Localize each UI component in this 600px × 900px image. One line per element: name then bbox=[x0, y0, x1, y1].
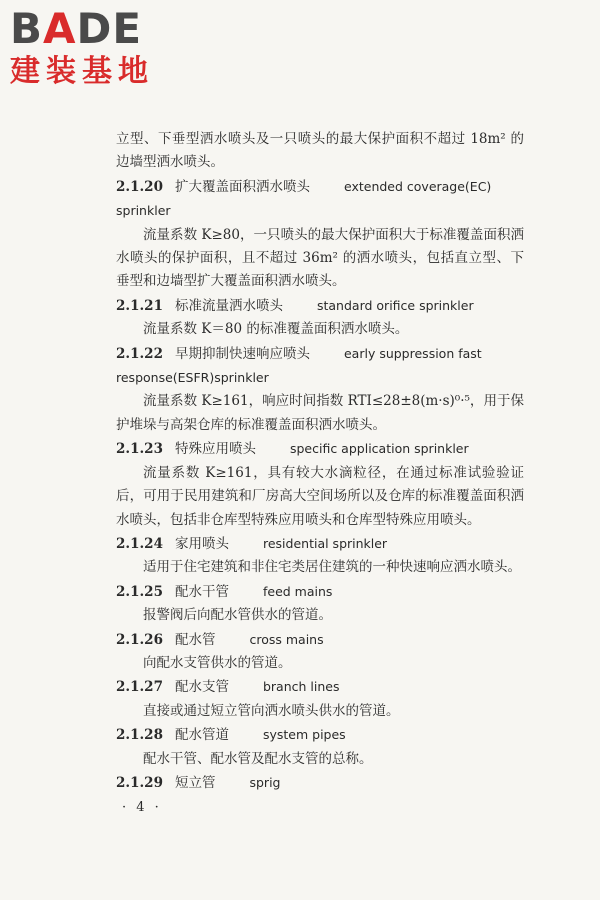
term-definition: 向配水支管供水的管道。 bbox=[143, 654, 292, 671]
term-number: 2.1.21 bbox=[116, 297, 163, 314]
term-chinese: 配水管道 bbox=[174, 727, 229, 744]
term-english: residential sprinkler bbox=[262, 535, 388, 551]
term-english: extended coverage(EC) sprinkler bbox=[116, 178, 492, 219]
term-number: 2.1.23 bbox=[116, 441, 163, 458]
term-english: feed mains bbox=[262, 583, 333, 599]
term-chinese: 配水支管 bbox=[174, 679, 229, 696]
term-definition: 适用于住宅建筑和非住宅类居住建筑的一种快速响应洒水喷头。 bbox=[143, 559, 521, 576]
term-number: 2.1.26 bbox=[116, 631, 163, 648]
term-heading bbox=[116, 342, 524, 391]
term-number: 2.1.29 bbox=[116, 774, 163, 791]
term-chinese: 短立管 bbox=[174, 774, 216, 791]
term-number: 2.1.27 bbox=[116, 679, 163, 696]
term-heading bbox=[116, 580, 524, 604]
term-heading bbox=[116, 175, 524, 224]
term-english: early suppression fast response(ESFR)sprinkler bbox=[116, 345, 482, 386]
term-heading bbox=[116, 532, 524, 556]
term-chinese: 早期抑制快速响应喷头 bbox=[174, 345, 310, 362]
page-number: · 4 · bbox=[122, 800, 162, 815]
term-definition: 流量系数 K≥161，响应时间指数 RTI≤28±8(m·s)⁰·⁵，用于保护堆垛与高架仓库的标准覆盖面积洒水喷头。 bbox=[116, 393, 524, 433]
term-number: 2.1.24 bbox=[116, 535, 163, 552]
term-number: 2.1.25 bbox=[116, 583, 163, 600]
term-chinese: 配水干管 bbox=[174, 583, 229, 600]
intro-paragraph: 立型、下垂型洒水喷头及一只喷头的最大保护面积不超过 18m² 的边墙型洒水喷头。 bbox=[116, 131, 524, 171]
term-heading bbox=[116, 723, 524, 747]
document-body bbox=[116, 128, 524, 795]
term-heading bbox=[116, 675, 524, 699]
term-chinese: 标准流量洒水喷头 bbox=[174, 297, 283, 314]
term-definition: 直接或通过短立管向洒水喷头供水的管道。 bbox=[143, 702, 400, 719]
term-english: sprig bbox=[249, 774, 281, 790]
bade-logo bbox=[10, 6, 190, 96]
logo-word: BADE bbox=[10, 4, 143, 53]
term-list bbox=[116, 175, 524, 796]
term-chinese: 特殊应用喷头 bbox=[174, 441, 256, 458]
term-heading bbox=[116, 294, 524, 318]
term-english: cross mains bbox=[249, 631, 324, 647]
term-english: specific application sprinkler bbox=[289, 441, 469, 457]
logo-subtitle: 建装基地 bbox=[10, 54, 154, 89]
term-english: branch lines bbox=[262, 679, 340, 695]
term-english: standard orifice sprinkler bbox=[316, 297, 474, 313]
term-heading bbox=[116, 771, 524, 795]
term-definition: 流量系数 K＝80 的标准覆盖面积洒水喷头。 bbox=[143, 321, 409, 338]
term-chinese: 扩大覆盖面积洒水喷头 bbox=[174, 178, 310, 195]
term-heading bbox=[116, 628, 524, 652]
term-definition: 配水干管、配水管及配水支管的总称。 bbox=[143, 750, 373, 767]
term-chinese: 配水管 bbox=[174, 631, 216, 648]
term-definition: 流量系数 K≥80，一只喷头的最大保护面积大于标准覆盖面积洒水喷头的保护面积，且不超过 36m² 的洒水喷头，包括直立型、下垂型和边墙型扩大覆盖面积洒水喷头。 bbox=[116, 226, 524, 290]
term-definition: 报警阀后向配水管供水的管道。 bbox=[143, 607, 332, 624]
term-number: 2.1.28 bbox=[116, 727, 163, 744]
term-english: system pipes bbox=[262, 727, 346, 743]
term-number: 2.1.22 bbox=[116, 345, 163, 362]
term-heading bbox=[116, 437, 524, 461]
term-definition: 流量系数 K≥161，具有较大水滴粒径，在通过标准试验验证后，可用于民用建筑和厂房高大空间场所以及仓库的标准覆盖面积洒水喷头，包括非仓库型特殊应用喷头和仓库型特殊应用喷头。 bbox=[116, 464, 524, 528]
term-chinese: 家用喷头 bbox=[174, 535, 229, 552]
term-number: 2.1.20 bbox=[116, 178, 163, 195]
